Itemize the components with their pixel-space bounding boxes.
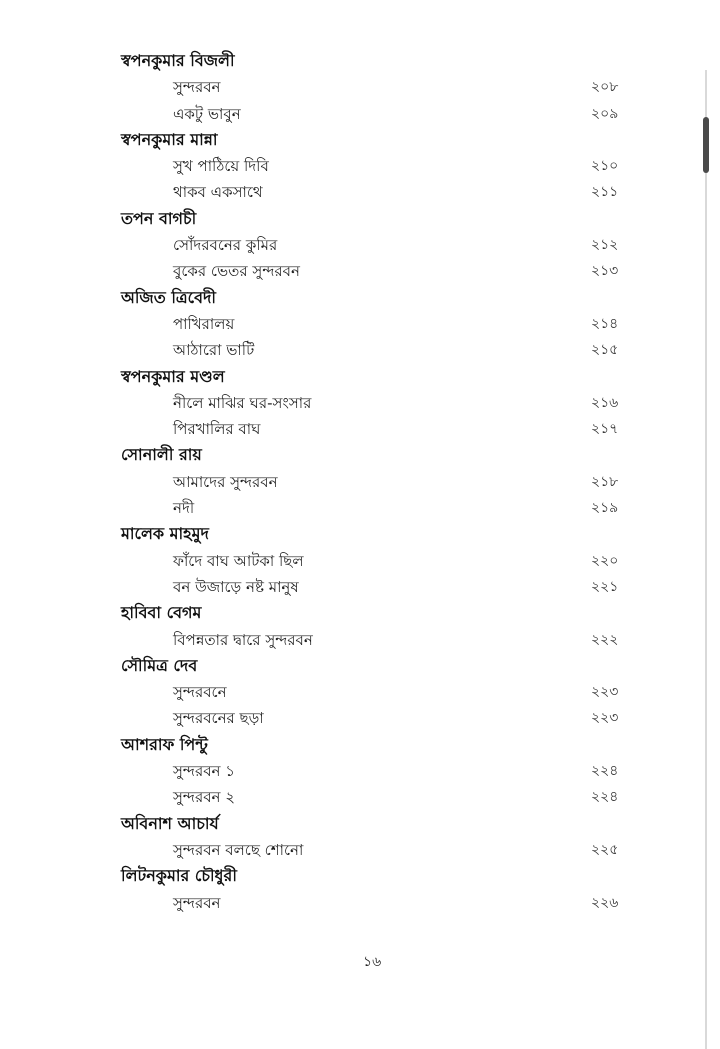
page-number: ২১৮ <box>591 473 619 490</box>
toc-entry[interactable] <box>121 679 631 705</box>
toc-entry[interactable] <box>121 153 631 179</box>
page-number: ২২৪ <box>591 763 619 780</box>
poem-title: পাখিরালয় <box>173 314 235 333</box>
page-number: ২১৭ <box>591 421 619 438</box>
poem-title: সুন্দরবনের ছড়া <box>173 709 264 728</box>
poem-title: সুন্দরবন বলছে শোনো <box>173 840 304 859</box>
poem-title: সুন্দরবন <box>173 78 221 97</box>
page-folio-number: ১৬ <box>363 954 382 970</box>
toc-entry[interactable] <box>121 758 631 784</box>
page-number: ২১১ <box>591 184 619 201</box>
toc-entry[interactable] <box>121 179 631 205</box>
toc-entry[interactable] <box>121 574 631 600</box>
page-number: ২২৩ <box>591 684 619 701</box>
page-number: ২১৫ <box>591 342 619 359</box>
author-heading: স্বপনকুমার মান্না <box>121 129 218 149</box>
page-number: ২১৬ <box>591 394 619 411</box>
page-number: ২২০ <box>591 552 619 569</box>
poem-title: থাকব একসাথে <box>173 183 263 202</box>
author-heading: অজিত ত্রিবেদী <box>121 287 216 307</box>
toc-entry[interactable] <box>121 495 631 521</box>
toc-entry[interactable] <box>121 101 631 127</box>
poem-title: বুকের ভেতর সুন্দরবন <box>173 262 300 281</box>
page-number: ২২১ <box>591 578 619 595</box>
toc-entry[interactable] <box>121 469 631 495</box>
poem-title: আমাদের সুন্দরবন <box>173 472 278 491</box>
toc-entry[interactable] <box>121 74 631 100</box>
toc-entry[interactable] <box>121 337 631 363</box>
page-number: ২১২ <box>591 237 619 254</box>
author-heading: হাবিবা বেগম <box>121 603 202 623</box>
author-heading: অবিনাশ আচার্য <box>121 813 219 833</box>
page-number: ২০৮ <box>591 79 619 96</box>
poem-title: সুন্দরবনে <box>173 683 227 702</box>
toc-entry[interactable] <box>121 837 631 863</box>
poem-title: ফাঁদে বাঘ আটকা ছিল <box>173 551 304 570</box>
toc-entry[interactable] <box>121 705 631 731</box>
toc-entry[interactable] <box>121 390 631 416</box>
toc-entry[interactable] <box>121 311 631 337</box>
poem-title: বন উজাড়ে নষ্ট মানুষ <box>173 577 299 596</box>
poem-title: পিরখালির বাঘ <box>173 420 261 439</box>
toc-entry[interactable] <box>121 416 631 442</box>
author-heading: সোনালী রায় <box>121 445 202 465</box>
page-number: ২২২ <box>591 631 619 648</box>
poem-title: নীলে মাঝির ঘর-সংসার <box>173 393 312 412</box>
toc-entry[interactable] <box>121 548 631 574</box>
poem-title: নদী <box>173 499 195 518</box>
poem-title: সুন্দরবন ১ <box>173 762 235 781</box>
author-heading: মালেক মাহমুদ <box>121 524 209 544</box>
page-number: ২১৯ <box>591 500 619 517</box>
page-number: ২২৫ <box>591 841 619 858</box>
toc-entry[interactable] <box>121 784 631 810</box>
poem-title: সুন্দরবন <box>173 893 221 912</box>
page-number: ২১৩ <box>591 263 619 280</box>
author-heading: তপন বাগচী <box>121 208 197 228</box>
poem-title: সুন্দরবন ২ <box>173 788 236 807</box>
author-heading: লিটনকুমার চৌধুরী <box>121 866 237 886</box>
author-heading: স্বপনকুমার মণ্ডল <box>121 366 225 386</box>
page-number: ২২৬ <box>591 894 619 911</box>
table-of-contents <box>121 48 631 916</box>
poem-title: আঠারো ভাটি <box>173 341 255 360</box>
poem-title: বিপন্নতার দ্বারে সুন্দরবন <box>173 630 313 649</box>
page-number: ২১০ <box>591 158 619 175</box>
author-heading: আশরাফ পিন্টু <box>121 734 208 754</box>
poem-title: একটু ভাবুন <box>173 104 241 123</box>
toc-entry[interactable] <box>121 258 631 284</box>
author-heading: স্বপনকুমার বিজলী <box>121 51 235 70</box>
poem-title: সুখ পাঠিয়ে দিবি <box>173 157 269 176</box>
page-number: ২২৩ <box>591 710 619 727</box>
toc-entry[interactable] <box>121 890 631 916</box>
scrollbar-thumb[interactable] <box>703 117 709 173</box>
author-heading: সৌমিত্র দেব <box>121 655 198 675</box>
poem-title: সোঁদরবনের কুমির <box>173 236 278 255</box>
page-number: ২১৪ <box>591 315 619 332</box>
toc-entry[interactable] <box>121 627 631 653</box>
scrollbar-track[interactable] <box>705 70 707 1049</box>
toc-entry[interactable] <box>121 232 631 258</box>
page-number: ২২৪ <box>591 789 619 806</box>
page-number: ২০৯ <box>591 105 619 122</box>
